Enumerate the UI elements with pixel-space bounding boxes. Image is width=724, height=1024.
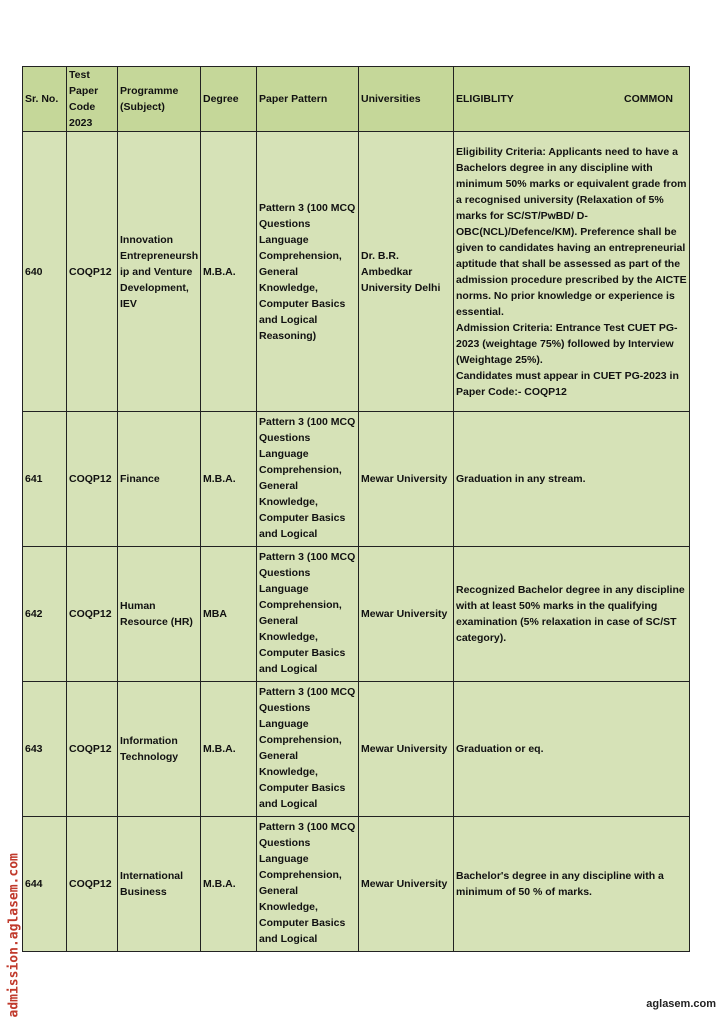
paper-pattern-cell [257, 412, 359, 547]
paper-code-cell: COQP12 [67, 547, 118, 682]
header-universities: Universities [359, 67, 454, 132]
table-row [23, 132, 690, 412]
eligibility-table [22, 66, 690, 952]
university-cell: Mewar University [359, 412, 454, 547]
table-row [23, 682, 690, 817]
eligibility-cell: Eligibility Criteria: Applicants need to have a Bachelors degree in any discipline with minimum 50% marks or equivalent grade from a recognised university (Relaxation of 5% marks for SC/ST/PwBD/ D-OBC(NCL)/Defence/KM). Preference shall be given to candidates having an entrepreneurial aptitude that shall be assessed as part of the admission procedure prescribed by the AICTE norms. No prior knowledge or experience is essential. Admission Criteria: Entrance Test CUET PG-2023 (weightage 75%) followed by Interview (Weightage 25%). Candidates must appear in CUET PG-2023 in Paper Code:- COQP12 [454, 132, 690, 412]
header-eligibility-label: ELIGIBLITY [456, 93, 514, 105]
paper-pattern-text: Pattern 3 (100 MCQ Questions Language Comprehension, General Knowledge, Computer Basics and Logical [259, 685, 356, 810]
paper-pattern-cell [257, 817, 359, 952]
degree-cell: M.B.A. [201, 132, 257, 412]
eligibility-cell: Recognized Bachelor degree in any discipline with at least 50% marks in the qualifying examination (5% relaxation in case of SC/ST category). [454, 547, 690, 682]
table-row [23, 817, 690, 952]
paper-pattern-text: Pattern 3 (100 MCQ Questions Language Comprehension, General Knowledge, Computer Basics and Logical [259, 820, 356, 945]
university-cell: Mewar University [359, 682, 454, 817]
paper-pattern-text: Pattern 3 (100 MCQ Questions Language Comprehension, General Knowledge, Computer Basics and Logical [259, 415, 356, 540]
programme-cell: Innovation Entrepreneursh ip and Venture Development, IEV [118, 132, 201, 412]
header-sr-no: Sr. No. [23, 67, 67, 132]
header-programme: Programme (Subject) [118, 67, 201, 132]
paper-pattern-cell [257, 682, 359, 817]
eligibility-cell: Graduation or eq. [454, 682, 690, 817]
programme-cell: International Business [118, 817, 201, 952]
header-paper-pattern: Paper Pattern [257, 67, 359, 132]
header-degree: Degree [201, 67, 257, 132]
programme-cell: Human Resource (HR) [118, 547, 201, 682]
degree-cell: M.B.A. [201, 817, 257, 952]
brand-footer: aglasem.com [646, 998, 716, 1010]
header-row [23, 67, 690, 132]
paper-code-cell: COQP12 [67, 412, 118, 547]
university-cell: Dr. B.R. Ambedkar University Delhi [359, 132, 454, 412]
sr-no-cell: 641 [23, 412, 67, 547]
degree-cell: MBA [201, 547, 257, 682]
paper-pattern-cell [257, 547, 359, 682]
paper-code-cell: COQP12 [67, 817, 118, 952]
table-row [23, 547, 690, 682]
sr-no-cell: 640 [23, 132, 67, 412]
university-cell: Mewar University [359, 817, 454, 952]
university-cell: Mewar University [359, 547, 454, 682]
eligibility-cell: Bachelor's degree in any discipline with a minimum of 50 % of marks. [454, 817, 690, 952]
header-paper-code: Test Paper Code 2023 [67, 67, 118, 132]
degree-cell: M.B.A. [201, 412, 257, 547]
paper-pattern-text: Pattern 3 (100 MCQ Questions Language Comprehension, General Knowledge, Computer Basics and Logical [259, 550, 356, 675]
paper-code-cell: COQP12 [67, 132, 118, 412]
header-common-label: COMMON [624, 93, 673, 105]
sr-no-cell: 642 [23, 547, 67, 682]
programme-cell: Information Technology [118, 682, 201, 817]
paper-pattern-cell: Pattern 3 (100 MCQ Questions Language Comprehension, General Knowledge, Computer Basics and Logical Reasoning) [257, 132, 359, 412]
degree-cell: M.B.A. [201, 682, 257, 817]
paper-code-cell: COQP12 [67, 682, 118, 817]
watermark-url: admission.aglasem.com [6, 853, 22, 1018]
header-eligibility [454, 67, 690, 132]
eligibility-cell: Graduation in any stream. [454, 412, 690, 547]
programme-cell: Finance [118, 412, 201, 547]
sr-no-cell: 643 [23, 682, 67, 817]
sr-no-cell: 644 [23, 817, 67, 952]
table-row [23, 412, 690, 547]
